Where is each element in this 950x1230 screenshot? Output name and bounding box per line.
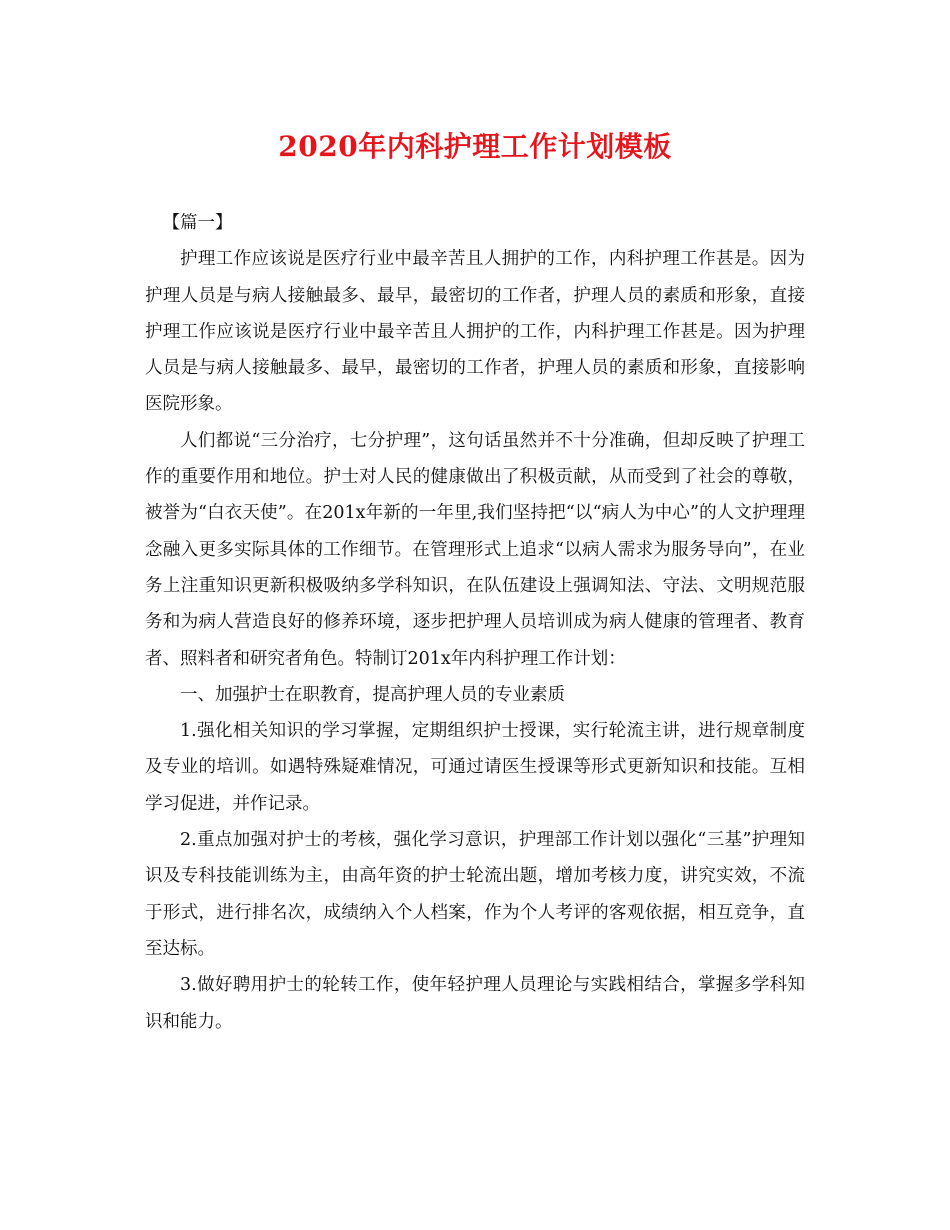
paragraph-background: 人们都说“三分治疗，七分护理”，这句话虽然并不十分准确，但却反映了护理工作的重要作用和地位。护士对人民的健康做出了积极贡献，从而受到了社会的尊敬，被誉为“白衣天使”。在201x年新的一年里,我们坚持把“以“病人为中心”的人文护理理念融入更多实际具体的工作细节。在管理形式上追求“以病人需求为服务导向”，在业务上注重知识更新积极吸纳多学科知识，在队伍建设上强调知法、守法、文明规范服务和为病人营造良好的修养环境，逐步把护理人员培训成为病人健康的管理者、教育者、照料者和研究者角色。特制订201x年内科护理工作计划： [145, 430, 805, 669]
paragraph-intro: 护理工作应该说是医疗行业中最辛苦且人拥护的工作，内科护理工作甚是。因为护理人员是与病人接触最多、最早，最密切的工作者，护理人员的素质和形象，直接护理工作应该说是医疗行业中最辛苦且人拥护的工作，内科护理工作甚是。因为护理人员是与病人接触最多、最早，最密切的工作者，护理人员的素质和形象，直接影响医院形象。 [145, 249, 805, 415]
paragraph-item-3: 3.做好聘用护士的轮转工作，使年轻护理人员理论与实践相结合，掌握多学科知识和能力。 [145, 975, 805, 1032]
section-heading-1: 一、加强护士在职教育，提高护理人员的专业素质 [180, 684, 565, 705]
paragraph-item-2: 2.重点加强对护士的考核，强化学习意识，护理部工作计划以强化“三基”护理知识及专科技能训练为主，由高年资的护士轮流出题，增加考核力度，讲究实效，不流于形式，进行排名次，成绩纳入个人档案，作为个人考评的客观依据，相互竞争，直至达标。 [145, 830, 805, 959]
document-body [145, 205, 805, 1040]
paragraph-item-1: 1.强化相关知识的学习掌握，定期组织护士授课，实行轮流主讲，进行规章制度及专业的培训。如遇特殊疑难情况，可通过请医生授课等形式更新知识和技能。互相学习促进，并作记录。 [145, 721, 805, 814]
document-title: 2020年内科护理工作计划模板 [278, 130, 672, 163]
section-label: 【篇一】 [162, 213, 233, 233]
